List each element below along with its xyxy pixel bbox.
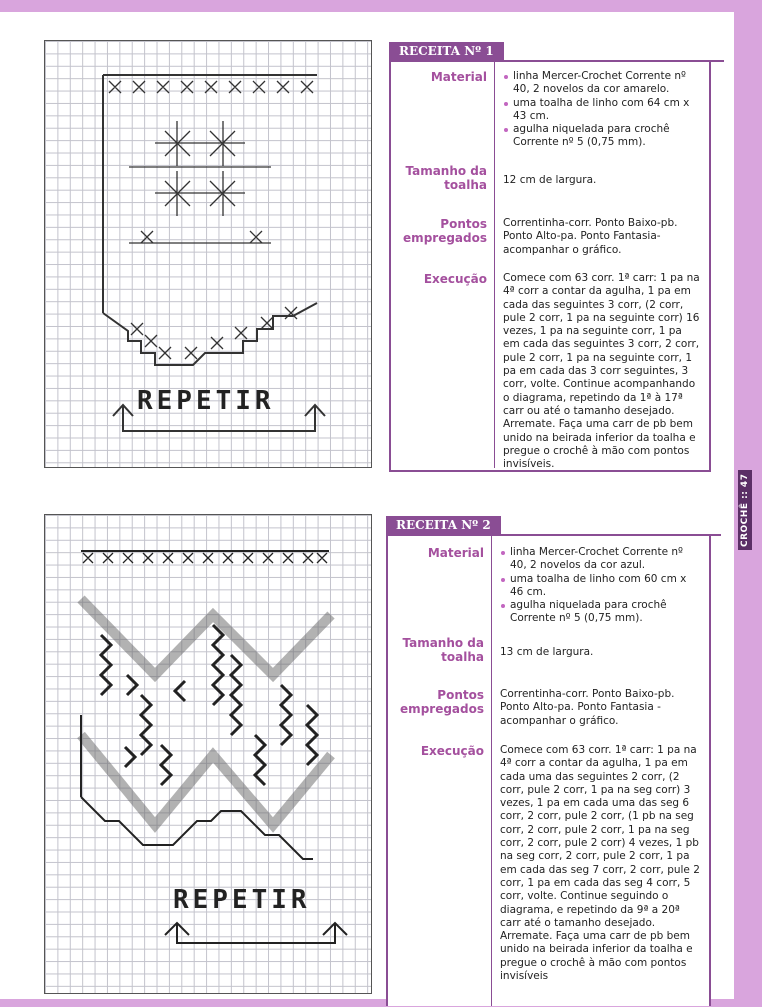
- recipe-1-size-text: 12 cm de largura.: [503, 174, 597, 186]
- recipe-2-material-list: [500, 546, 701, 626]
- recipe-2-material-label: Material: [427, 546, 484, 560]
- recipe-1-material-item: agulha niquelada para crochê Corrente nº 5 (0,75 mm).: [503, 123, 701, 150]
- recipe-1-material-item: linha Mercer-Crochet Corrente nº 40, 2 novelos da cor amarelo.: [503, 70, 701, 97]
- recipe-2-divider: [491, 536, 492, 1006]
- crochet-chart-2: [44, 514, 372, 994]
- crochet-chart-1: [44, 40, 372, 468]
- recipe-1-panel: [389, 44, 711, 472]
- recipe-1-material-list: [503, 70, 701, 150]
- recipe-2-execution-label: Execução: [420, 744, 484, 758]
- recipe-2-stitches-text: Correntinha-corr. Ponto Baixo-pb. Ponto Alto-pa. Ponto Fantasia - acompanhar o gráfico.: [500, 688, 675, 727]
- recipe-2-size-label: Tamanho da toalha: [402, 636, 484, 664]
- recipe-1-size-label: Tamanho da toalha: [405, 164, 487, 192]
- recipe-1-stitches-label: Pontos empregados: [403, 217, 487, 245]
- recipe-2-size-text: 13 cm de largura.: [500, 646, 594, 658]
- recipe-1-execution-text: Comece com 63 corr. 1ª carr: 1 pa na 4ª corr a contar da agulha, 1 pa em cada das seguintes 3 corr, (2 corr, pule 2 corr, 1 pa na seguinte corr) 16 vezes, 1 pa na seguinte corr, 1 pa em cada das seguintes 3 corr, 2 corr, pule 2 corr, 1 pa na seguinte corr, 1 pa em cada das 3 corr seguintes, 3 corr, volte. Continue acompanhando o diagrama, repetindo da 1ª à 17ª carr ou até o tamanho desejado. Arremate. Faça uma carr de pb bem unido na beirada inferior da toalha e pregue o crochê à mão com pontos invisíveis.: [503, 272, 700, 471]
- recipe-2-material-item: linha Mercer-Crochet Corrente nº 40, 2 novelos da cor azul.: [500, 546, 701, 573]
- recipe-2-execution-text: Comece com 63 corr. 1ª carr: 1 pa na 4ª corr a contar da agulha, 1 pa em cada uma das seguintes 2 corr, (2 corr, pule 2 corr, 1 pa na seg corr) 3 vezes, 1 pa em cada uma das seg 6 corr, 2 corr, pule 2 corr, (1 pb na seg corr, 2 corr, pule 2 corr, 1 pa na seg corr, 2 corr, pule 2 corr) 4 vezes, 1 pb na seg corr, 2 corr, pule 2 corr, 1 pa em cada das seg 7 corr, 2 corr, pule 2 corr, 1 pa em cada das seg 4 corr, 5 corr, volte. Continue seguindo o diagrama, e repetindo da 9ª a 20ª carr até o tamanho desejado. Arremate. Faça uma carr de pb bem unido na beirada inferior da toalha e pregue o crochê à mão com pontos invisíveis: [500, 744, 700, 983]
- chart-2-pattern: [45, 515, 371, 993]
- chart-1-repeat-label: REPETIR: [137, 386, 275, 416]
- recipe-1-stitches-text: Correntinha-corr. Ponto Baixo-pb. Ponto Alto-pa. Ponto Fantasia-acompanhar o gráfico.: [503, 217, 678, 256]
- recipe-1-material-label: Material: [430, 70, 487, 84]
- recipe-1-divider: [494, 62, 495, 468]
- recipe-2-stitches-label: Pontos empregados: [400, 688, 484, 716]
- chart-2-repeat-label: REPETIR: [173, 885, 311, 915]
- recipe-1-material-item: uma toalha de linho com 64 cm x 43 cm.: [503, 97, 701, 124]
- recipe-1-header: RECEITA Nº 1: [389, 42, 504, 60]
- recipe-2-panel: [386, 518, 711, 1006]
- recipe-2-header: RECEITA Nº 2: [386, 516, 501, 534]
- recipe-2-material-item: uma toalha de linho com 60 cm x 46 cm.: [500, 573, 701, 600]
- recipe-1-execution-label: Execução: [423, 272, 487, 286]
- page-border-top: [0, 0, 762, 12]
- page-number-tab: CROCHÊ :: 47: [738, 470, 752, 550]
- recipe-2-material-item: agulha niquelada para crochê Corrente nº 5 (0,75 mm).: [500, 599, 701, 626]
